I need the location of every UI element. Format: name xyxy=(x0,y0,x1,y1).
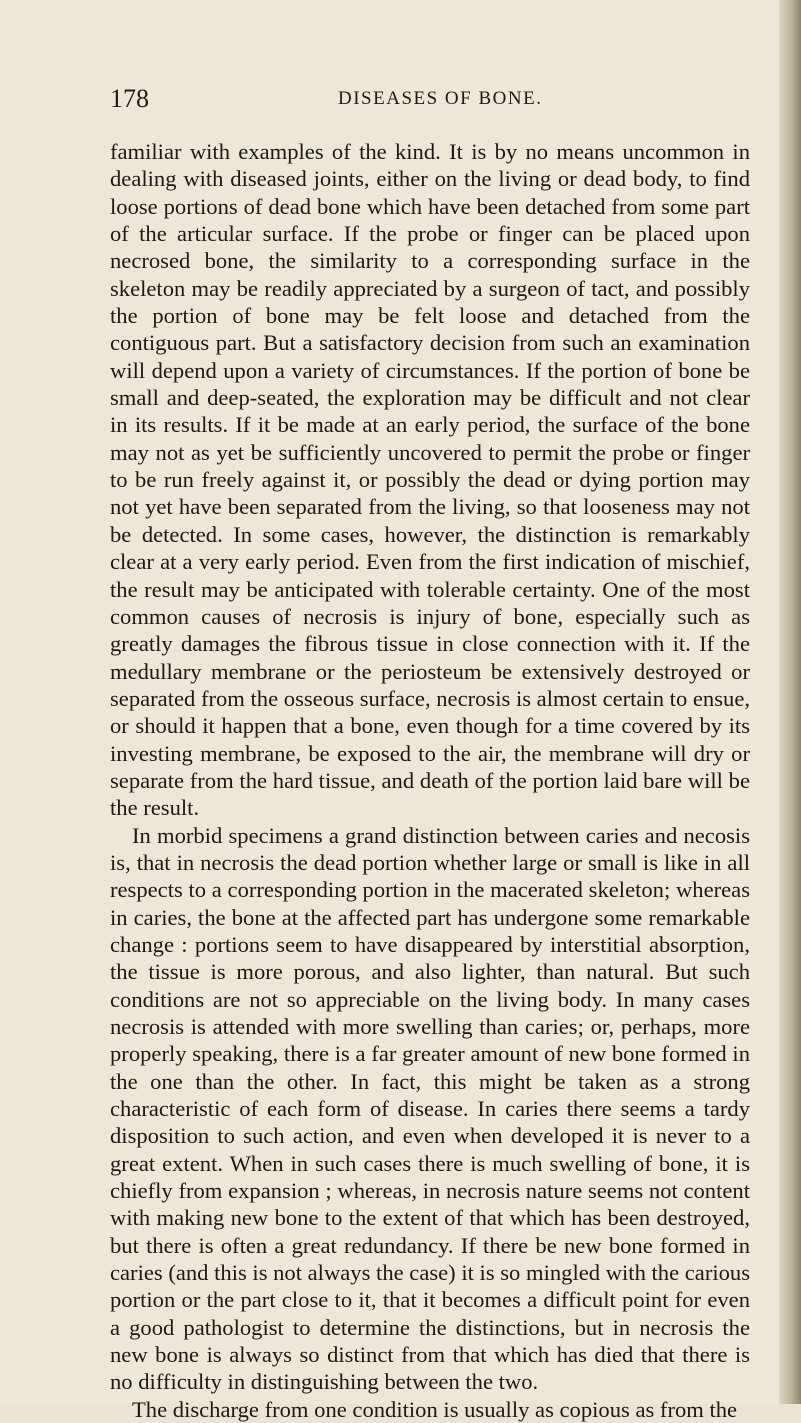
paragraph-3: The discharge from one condition is usually as copious as from the xyxy=(132,1396,738,1422)
paragraph-2: In morbid specimens a grand distinction between caries and necosis is, that in necrosis the dead portion whether large or small is like in all respects to a corresponding portion in the macerated skeleton; whereas in caries, the bone at the affected part has undergone some remarkable change : portions seem to have disappeared by interstitial absorption, the tissue is more porous, and also lighter, than natural. But such conditions are not so appreciable on the living body. In many cases necrosis is attended with more swelling than caries; or, perhaps, more properly speaking, there is a far greater amount of new bone formed in the one than the other. In fact, this might be taken as a strong characteristic of each form of disease. In caries there seems a tardy disposition to such action, and even when developed it is never to a great extent. When in such cases there is much swelling of bone, it is chiefly from expansion ; whereas, in necrosis nature seems not content with making new bone to the extent of that which has been destroyed, but there is often a great redundancy. If there be new bone formed in caries (and this is not always the case) it is so mingled with the carious portion or the part close to it, that it becomes a difficult point for even a good pathologist to determine the distinctions, but in necrosis the new bone is always so distinct from that which has died that there is no difficulty in distinguishing between the two. xyxy=(110,822,751,1395)
page-edge-shadow xyxy=(779,0,801,1404)
page-header xyxy=(110,80,750,120)
running-head: DISEASES OF BONE. xyxy=(338,88,543,109)
body-text xyxy=(110,138,750,1423)
paragraph-1: familiar with examples of the kind. It is by no means uncommon in dealing with diseased joints, either on the living or dead body, to find loose portions of dead bone which have been detached from some part of the articular surface. If the probe or finger can be placed upon necrosed bone, the similarity to a corresponding surface in the skeleton may be readily appreciated by a surgeon of tact, and possibly the portion of bone may be felt loose and detached from the contiguous part. But a satisfactory decision from such an examination will depend upon a variety of circumstances. If the portion of bone be small and deep-seated, the exploration may be difficult and not clear in its results. If it be made at an early period, the surface of the bone may not as yet be sufficiently uncovered to permit the probe or finger to be run freely against it, or possibly the dead or dying portion may not yet have been separated from the living, so that looseness may not be detected. In some cases, however, the distinction is remarkably clear at a very early period. Even from the first indication of mischief, the result may be anticipated with tolerable certainty. One of the most common causes of necrosis is injury of bone, especially such as greatly damages the fibrous tissue in close connection with it. If the medullary membrane or the periosteum be extensively destroyed or separated from the osseous surface, necrosis is almost certain to ensue, or should it happen that a bone, even though for a time covered by its investing membrane, be exposed to the air, the membrane will dry or separate from the hard tissue, and death of the portion laid bare will be the result. xyxy=(110,139,750,821)
page-number: 178 xyxy=(110,84,149,113)
